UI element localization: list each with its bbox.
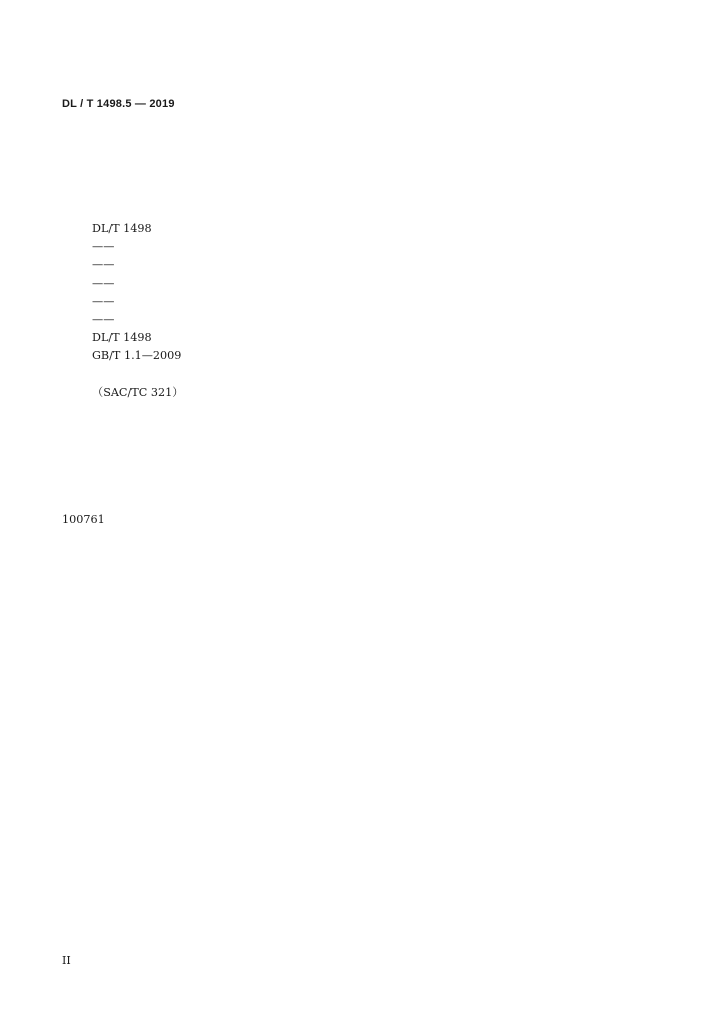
foreword-line: —— [92, 276, 115, 290]
foreword-line [62, 475, 672, 493]
foreword-line: —— [92, 313, 115, 327]
foreword-line: DL/T 1498 [92, 222, 152, 235]
foreword-line: DL/T 1498 [92, 331, 152, 345]
foreword-line: —— [92, 258, 115, 272]
foreword-line: —— [92, 294, 115, 308]
foreword-line [92, 366, 672, 384]
foreword-line [62, 457, 672, 475]
foreword-line [92, 402, 672, 420]
foreword-body [62, 220, 672, 529]
foreword-line: GB/T 1.1—2009 [92, 349, 182, 363]
foreword-line: 100761 [62, 513, 105, 527]
foreword-line: —— [92, 240, 115, 254]
foreword-line [62, 420, 672, 438]
foreword-line: （SAC/TC 321） [92, 385, 184, 399]
document-header-code: DL / T 1498.5 — 2019 [62, 98, 175, 110]
page-number: II [62, 954, 71, 967]
foreword-line [92, 438, 672, 456]
foreword-line [92, 493, 672, 511]
